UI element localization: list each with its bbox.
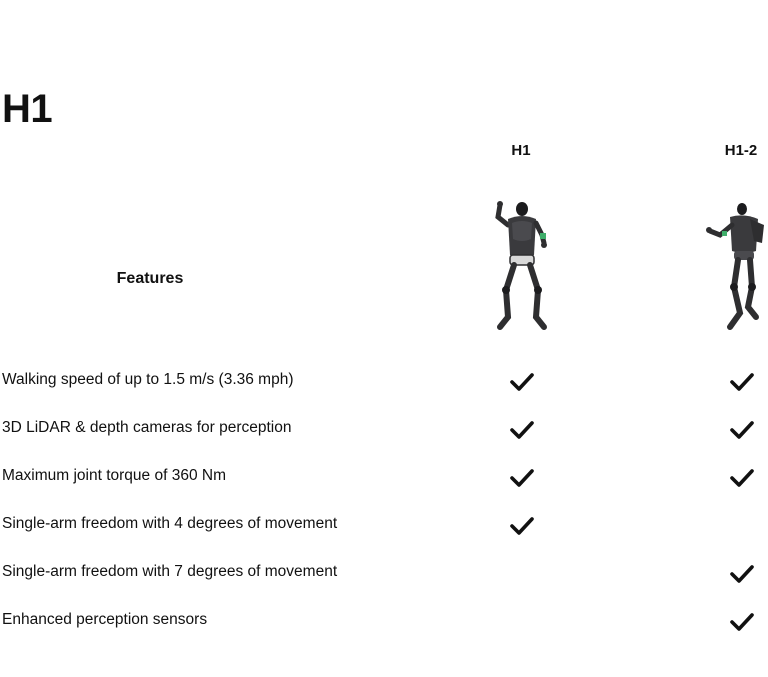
feature-label: Enhanced perception sensors: [2, 611, 208, 628]
table-row: [0, 465, 768, 495]
checkmark-icon: [509, 515, 535, 537]
checkmark-icon: [509, 419, 535, 441]
table-row: [0, 369, 768, 399]
table-row: [0, 609, 768, 639]
page-title: H1: [2, 86, 53, 131]
feature-label: Maximum joint torque of 360 Nm: [2, 467, 226, 484]
checkmark-icon: [729, 563, 755, 585]
checkmark-icon: [729, 419, 755, 441]
humanoid-robot-h1-icon: [486, 195, 556, 340]
feature-label: Walking speed of up to 1.5 m/s (3.36 mph): [2, 371, 294, 388]
checkmark-icon: [729, 467, 755, 489]
checkmark-icon: [509, 371, 535, 393]
column-header-h1-2: H1-2: [724, 142, 758, 159]
feature-label: Single-arm freedom with 7 degrees of movement: [2, 563, 338, 580]
table-row: [0, 561, 768, 591]
features-header: Features: [116, 270, 184, 287]
humanoid-robot-h1-2-icon: [700, 195, 768, 340]
feature-label: 3D LiDAR & depth cameras for perception: [2, 419, 292, 436]
table-row: [0, 417, 768, 447]
feature-label: Single-arm freedom with 4 degrees of movement: [2, 515, 338, 532]
column-header-h1: H1: [511, 142, 531, 159]
checkmark-icon: [729, 371, 755, 393]
checkmark-icon: [509, 467, 535, 489]
table-row: [0, 513, 768, 543]
checkmark-icon: [729, 611, 755, 633]
